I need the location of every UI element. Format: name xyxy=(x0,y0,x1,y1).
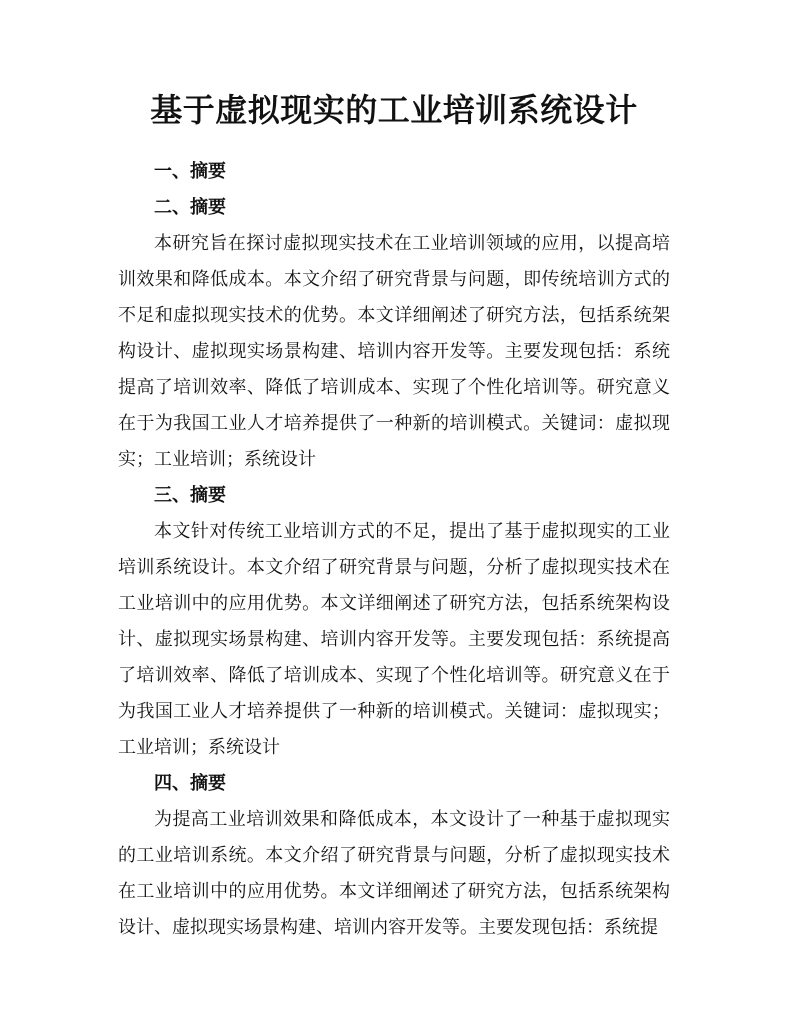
section-paragraph-3: 本文针对传统工业培训方式的不足，提出了基于虚拟现实的工业培训系统设计。本文介绍了研究背景与问题，分析了虚拟现实技术在工业培训中的应用优势。本文详细阐述了研究方法，包括系统架构设计、虚拟现实场景构建、培训内容开发等。主要发现包括：系统提高了培训效率、降低了培训成本、实现了个性化培训等。研究意义在于为我国工业人才培养提供了一种新的培训模式。关键词：虚拟现实；工业培训；系统设计 xyxy=(118,521,670,758)
document-title: 基于虚拟现实的工业培训系统设计 xyxy=(150,91,638,129)
section-paragraph-2: 本研究旨在探讨虚拟现实技术在工业培训领域的应用，以提高培训效果和降低成本。本文介绍了研究背景与问题，即传统培训方式的不足和虚拟现实技术的优势。本文详细阐述了研究方法，包括系统架构设计、虚拟现实场景构建、培训内容开发等。主要发现包括：系统提高了培训效率、降低了培训成本、实现了个性化培训等。研究意义在于为我国工业人才培养提供了一种新的培训模式。关键词：虚拟现实；工业培训；系统设计 xyxy=(118,233,670,470)
section-paragraph-4: 为提高工业培训效果和降低成本，本文设计了一种基于虚拟现实的工业培训系统。本文介绍了研究背景与问题，分析了虚拟现实技术在工业培训中的应用优势。本文详细阐述了研究方法，包括系统架构设计、虚拟现实场景构建、培训内容开发等。主要发现包括：系统提 xyxy=(118,809,670,938)
section-heading-4: 四、摘要 xyxy=(154,773,226,794)
section-heading-3: 三、摘要 xyxy=(154,485,226,506)
section-heading-2: 二、摘要 xyxy=(154,197,226,218)
document-page xyxy=(118,86,670,946)
section-heading-1: 一、摘要 xyxy=(154,161,226,182)
